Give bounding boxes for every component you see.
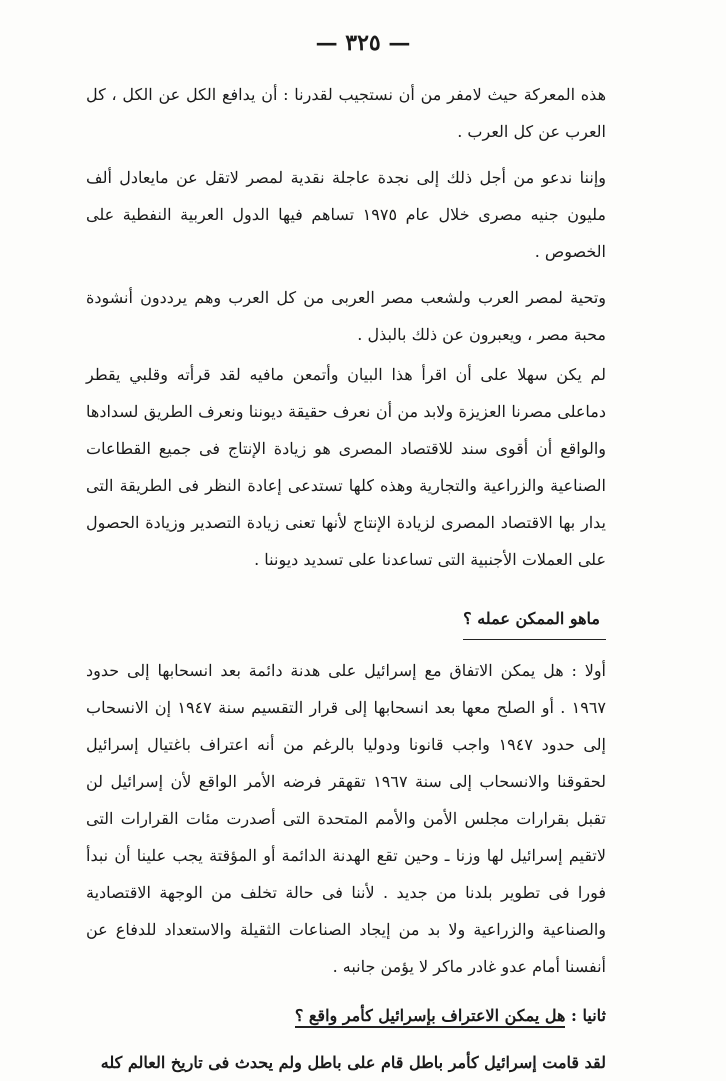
question-number: ثانيا : — [565, 1006, 606, 1025]
page-body — [86, 76, 606, 1081]
paragraph-2: وإننا ندعو من أجل ذلك إلى نجدة عاجلة نقدية لمصر لاتقل عن مايعادل ألف مليون جنيه مصرى خلال عام ١٩٧٥ تساهم فيها الدول العربية النفطية على الخصوص . — [86, 168, 606, 261]
paragraph-4: لم يكن سهلا على أن اقرأ هذا البيان وأتمعن مافيه لقد قرأته وقلبي يقطر دماعلى مصرنا العزيزة ولابد من أن نعرف حقيقة ديوننا ونعرف الطريق لسدادها والواقع أن أقوى سند للاقتصاد المصرى هو زيادة الإنتاج فى جميع القطاعات الصناعية والزراعية والتجارية وهذه كلها تستدعى إعادة النظر فى الطريقة التى يدار بها الاقتصاد المصرى لزيادة الإنتاج لأنها تعنى زيادة التصدير وزيادة الحصول على العملات الأجنبية التى تساعدنا على تسديد ديوننا . — [86, 365, 606, 569]
question-text: هل يمكن الاعتراف بإسرائيل كأمر واقع ؟ — [295, 1006, 566, 1028]
section-heading: ماهو الممكن عمله ؟ — [463, 600, 606, 640]
paragraph-5: أولا : هل يمكن الاتفاق مع إسرائيل على هدنة دائمة بعد انسحابها إلى حدود ١٩٦٧ . أو الصلح معها بعد انسحابها إلى قرار التقسيم سنة ١٩٤٧ إن الانسحاب إلى حدود ١٩٤٧ واجب قانونا ودوليا بالرغم من أنه اعتراف باغتيال إسرائيل لحقوقنا والانسحاب إلى سنة ١٩٦٧ تقهقر فرضه الأمر الواقع لأن إسرائيل لن تقبل بقرارات مجلس الأمن والأمم المتحدة التى أصدرت مئات القرارات التى لاتقيم إسرائيل لها وزنا ـ وحين تقع الهدنة الدائمة أو المؤقتة يجب علينا أن نبدأ فورا فى تطوير بلدنا من جديد . لأننا فى حالة تخلف من الوجهة الاقتصادية والصناعية والزراعية ولا بد من إيجاد الصناعات الثقيلة والاستعداد للدفاع عن أنفسنا أمام عدو غادر ماكر لا يؤمن جانبه . — [86, 661, 607, 976]
question-heading — [86, 997, 606, 1034]
section-heading-wrapper — [86, 600, 606, 640]
paragraph-1: هذه المعركة حيث لامفر من أن نستجيب لقدرنا : أن يدافع الكل عن الكل ، كل العرب عن كل العرب . — [86, 85, 606, 141]
paragraph-6: لقد قامت إسرائيل كأمر باطل قام على باطل ولم يحدث فى تاريخ العالم كله — [100, 1053, 606, 1072]
paragraph-3: وتحية لمصر العرب ولشعب مصر العربى من كل العرب وهم يرددون أنشودة محبة مصر ، ويعبرون عن ذلك بالبذل . — [86, 288, 606, 344]
page-number: — ٣٢٥ — — [315, 30, 411, 56]
